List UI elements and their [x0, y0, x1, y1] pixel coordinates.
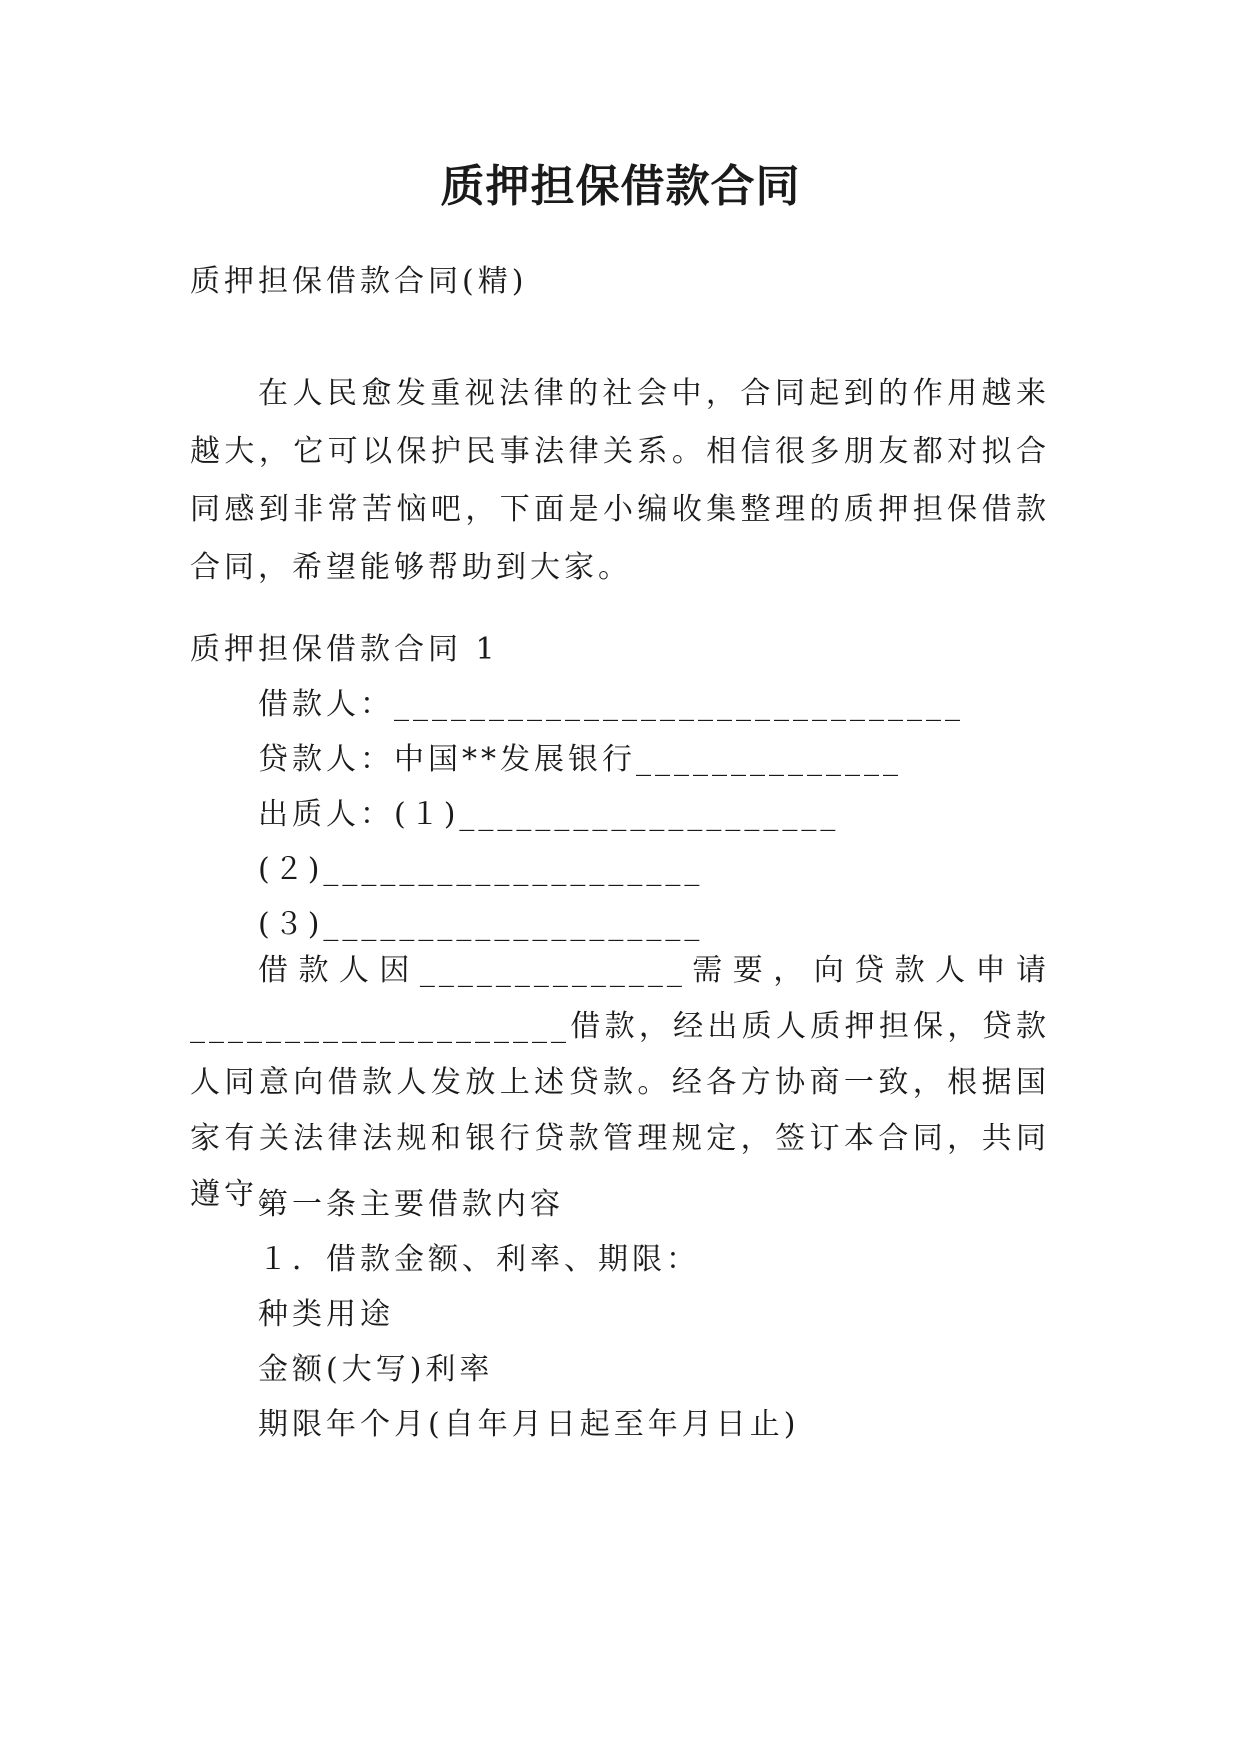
document-title: 质押担保借款合同	[440, 161, 801, 212]
pledgor-line-2: (２)____________________	[258, 852, 704, 887]
pledgor-line-1: 出质人：(１)____________________	[258, 797, 840, 832]
amount-rate-line: 金额(大写)利率	[258, 1352, 494, 1387]
borrower-line: 借款人：______________________________	[258, 687, 964, 722]
document-subtitle: 质押担保借款合同(精)	[190, 264, 528, 299]
item-1: １．借款金额、利率、期限：	[258, 1242, 700, 1277]
term-line: 期限年个月(自年月日起至年月日止)	[258, 1407, 800, 1442]
intro-paragraph: 在人民愈发重视法律的社会中，合同起到的作用越来越大，它可以保护民事法律关系。相信很多朋友都对拟合同感到非常苦恼吧，下面是小编收集整理的质押担保借款合同，希望能够帮助到大家。	[190, 376, 1050, 585]
lender-line: 贷款人：中国**发展银行______________	[258, 742, 902, 777]
type-use-line: 种类用途	[258, 1297, 394, 1332]
pledgor-line-3: (３)____________________	[258, 907, 704, 942]
body-paragraph: 借款人因______________需要，向贷款人申请____________________借款，经出质人质押担保，贷款人同意向借款人发放上述贷款。经各方协商一致，根据国家有关法律法规和银行贷款管理规定，签订本合同，共同遵守。	[190, 953, 1050, 1212]
section-heading: 质押担保借款合同 1	[190, 632, 499, 667]
article-heading: 第一条主要借款内容	[258, 1187, 564, 1222]
